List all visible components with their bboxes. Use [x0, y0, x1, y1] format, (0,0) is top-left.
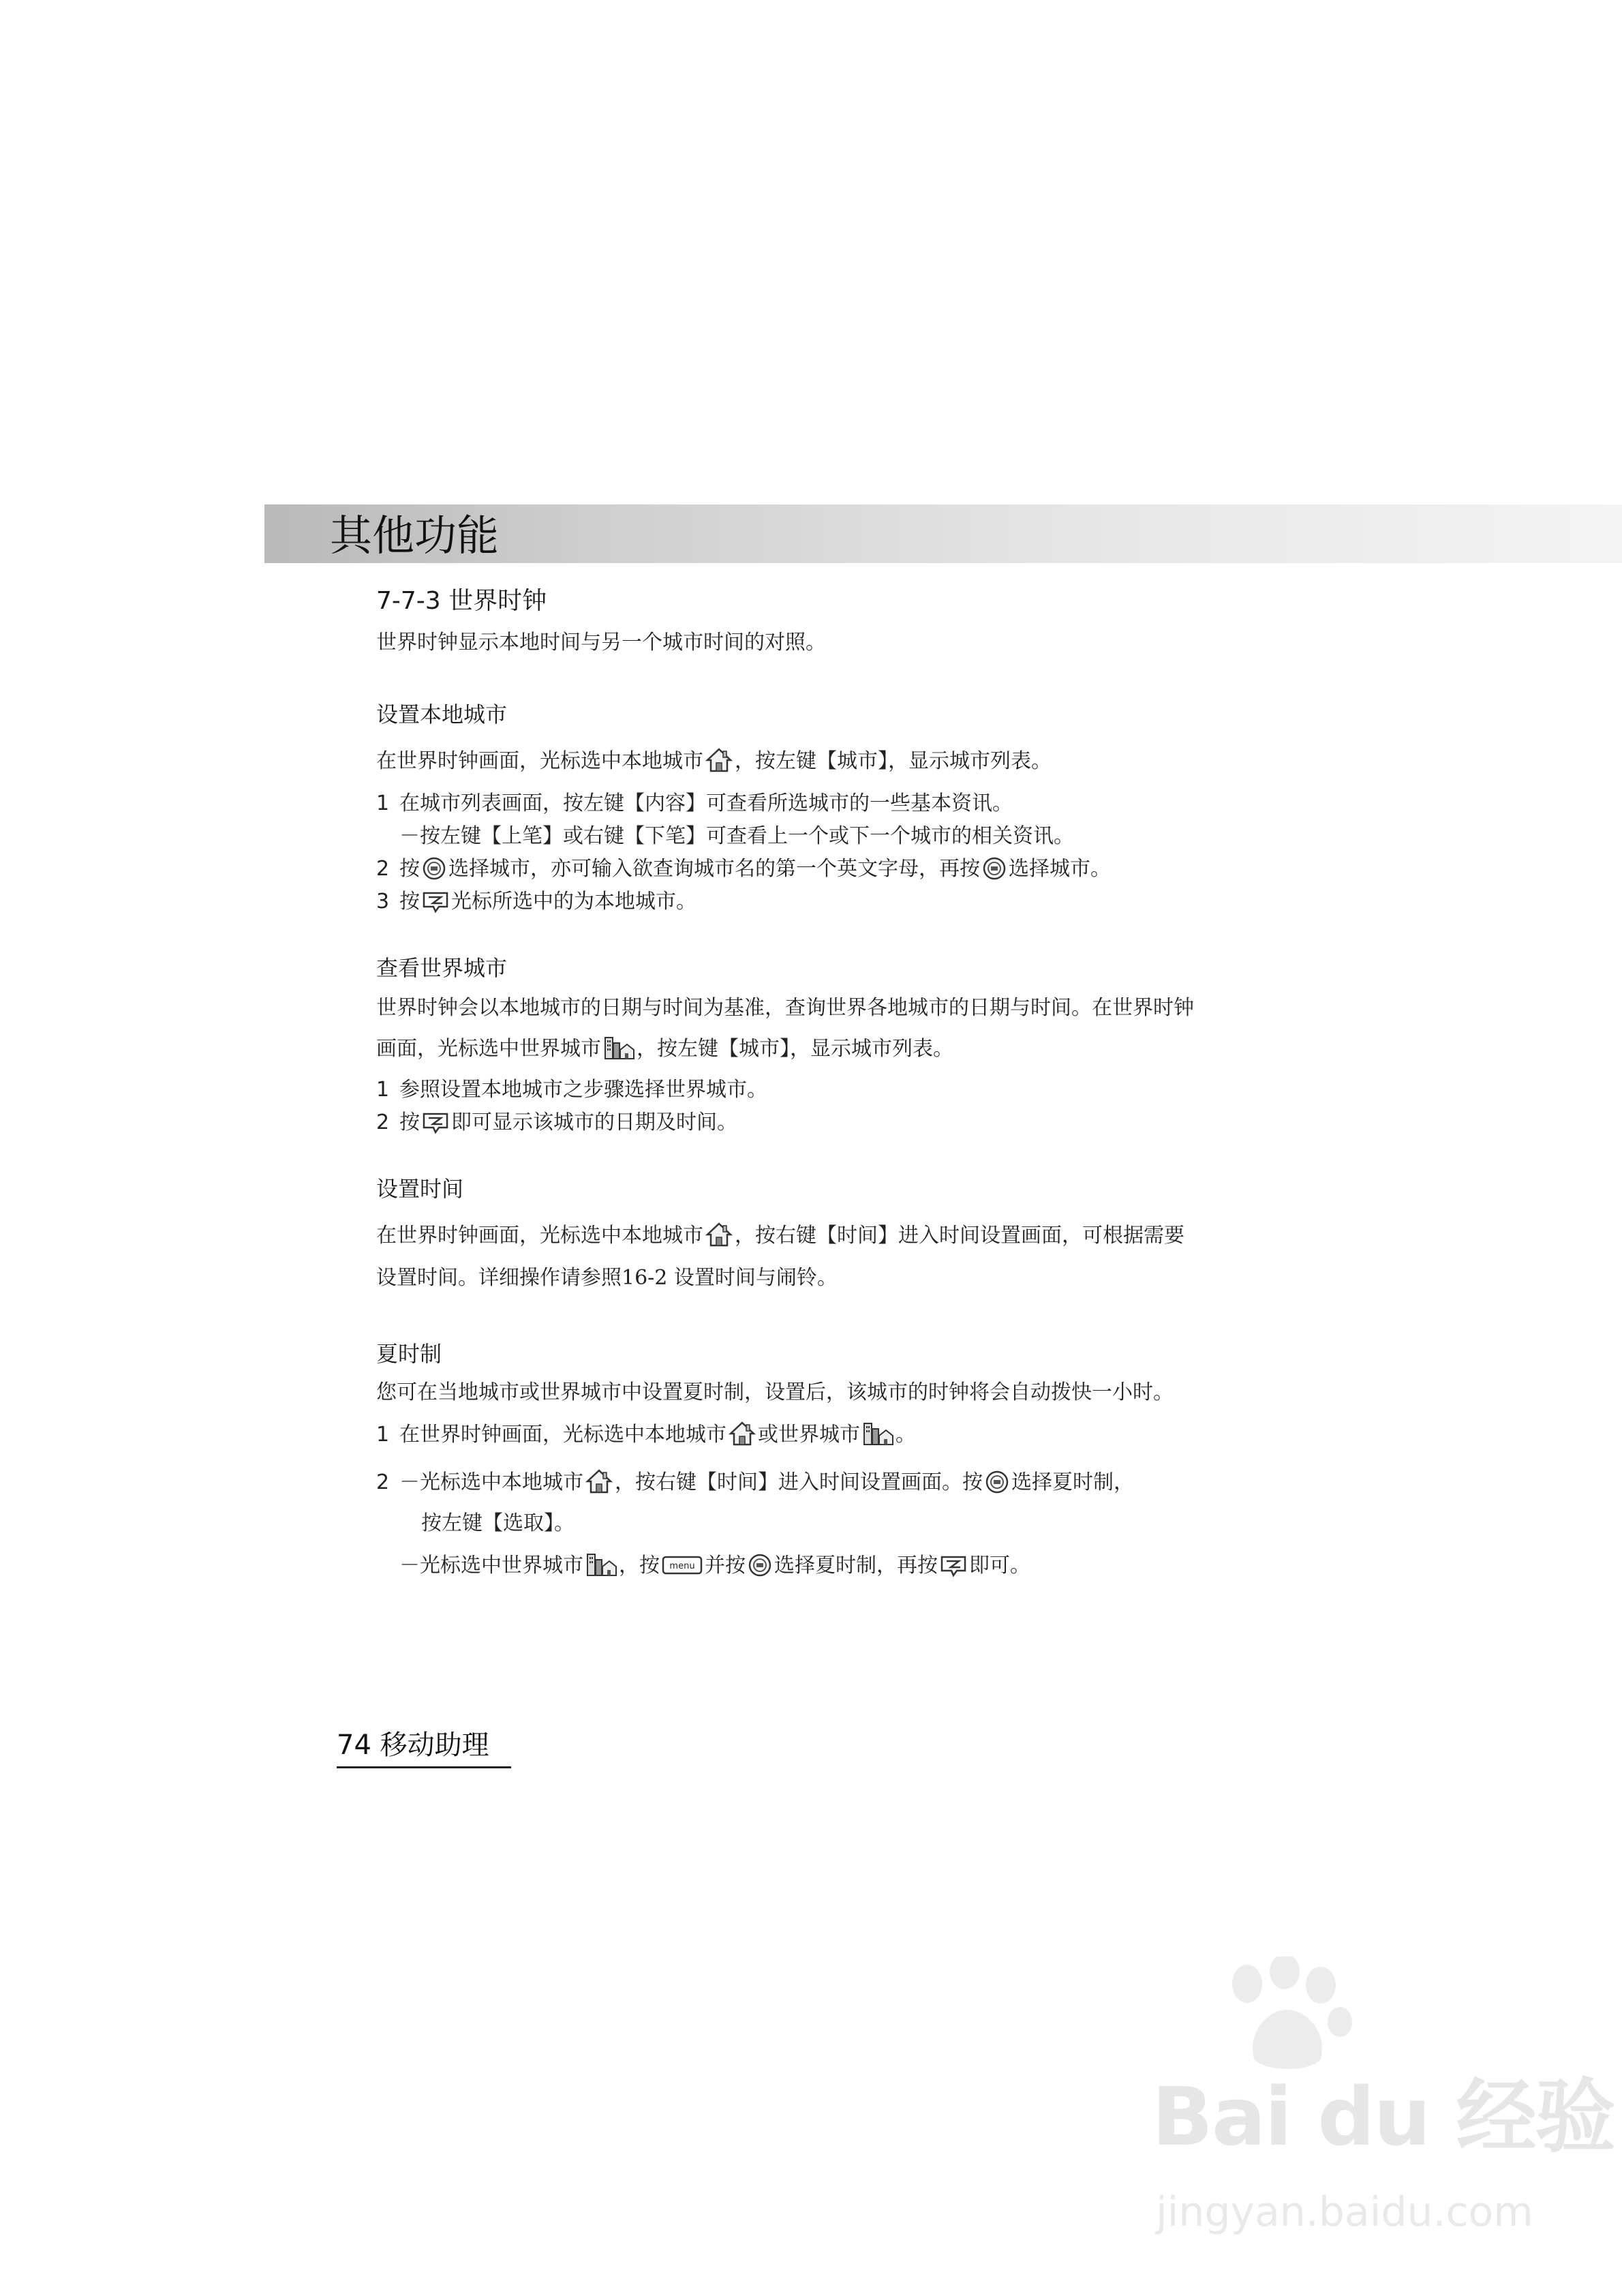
text-segment: －光标选中世界城市: [399, 1554, 583, 1577]
local-step-3: [376, 888, 697, 922]
local-city-paragraph: [376, 747, 1052, 781]
set-time-paragraph-2: 设置时间。详细操作请参照16-2 设置时间与闹铃。: [376, 1266, 838, 1290]
section-intro: 世界时钟显示本地时间与另一个城市时间的对照。: [376, 631, 826, 654]
watermark-url: jingyan.baidu.com: [1156, 2188, 1533, 2236]
home-city-icon: [729, 1421, 756, 1455]
ok-key-icon: [748, 1553, 772, 1586]
step-number: 1: [376, 791, 390, 815]
heading-dst: 夏时制: [376, 1341, 442, 1367]
dst-step-1: [376, 1421, 916, 1455]
home-city-icon: [705, 1222, 733, 1256]
step-text: 在城市列表画面，按左键【内容】可查看所选城市的一些基本资讯。: [399, 791, 1013, 815]
text-segment: ，按左键【城市】，显示城市列表。: [637, 1037, 953, 1061]
ok-key-icon: [422, 856, 446, 889]
footer-underline: [337, 1766, 511, 1768]
text-segment: 选择城市。: [1009, 857, 1111, 881]
dst-step-2-world: [399, 1552, 1030, 1586]
text-segment: 并按: [705, 1554, 746, 1577]
text-segment: ，按右键【时间】进入时间设置画面，可根据需要: [735, 1224, 1184, 1248]
world-city-icon: [862, 1421, 893, 1455]
confirm-key-icon: [422, 1111, 449, 1143]
home-city-icon: [705, 747, 733, 781]
step-number: 2: [376, 1111, 390, 1134]
set-time-paragraph-1: [376, 1222, 1184, 1256]
text-segment: 在世界时钟画面，光标选中本地城市: [399, 1423, 726, 1447]
text-segment: 画面，光标选中世界城市: [376, 1037, 601, 1061]
home-city-icon: [585, 1468, 613, 1502]
ok-key-icon: [985, 1470, 1009, 1502]
local-step-1: [376, 789, 1013, 818]
menu-key-icon: [662, 1554, 703, 1586]
confirm-key-icon: [422, 890, 449, 922]
dst-step-2-cont: 按左键【选取】。: [421, 1511, 575, 1535]
dst-step-2: [376, 1468, 1134, 1502]
heading-set-local-city: 设置本地城市: [376, 701, 508, 727]
text-segment: 。: [896, 1423, 916, 1447]
local-step-1-sub: －按左键【上笔】或右键【下笔】可查看上一个或下一个城市的相关资讯。: [399, 824, 1074, 848]
text-segment: ，按右键【时间】进入时间设置画面。按: [615, 1470, 983, 1494]
chapter-title: 其他功能: [330, 511, 500, 560]
menu-key-label: menu: [669, 1561, 695, 1571]
world-city-paragraph-1: 世界时钟会以本地城市的日期与时间为基准，查询世界各地城市的日期与时间。在世界时钟: [376, 996, 1194, 1020]
text-segment: 即可显示该城市的日期及时间。: [451, 1111, 737, 1134]
step-number: 2: [376, 1470, 390, 1494]
step-number: 1: [376, 1078, 390, 1102]
step-number: 2: [376, 857, 390, 881]
text-segment: 光标所选中的为本地城市。: [451, 890, 697, 913]
text-segment: 或世界城市: [758, 1423, 860, 1447]
step-number: 1: [376, 1423, 390, 1447]
world-city-icon: [585, 1552, 617, 1586]
heading-view-world-city: 查看世界城市: [376, 955, 508, 981]
text-segment: 选择城市，亦可输入欲查询城市名的第一个英文字母，再按: [448, 857, 980, 881]
text-segment: ，按左键【城市】，显示城市列表。: [735, 749, 1052, 773]
watermark-brand: Bai du 经验: [1152, 2070, 1615, 2164]
text-segment: 按: [399, 1111, 420, 1134]
text-segment: 即可。: [969, 1554, 1030, 1577]
text-segment: 选择夏时制，再按: [774, 1554, 938, 1577]
world-step-1: [376, 1076, 767, 1104]
page-footer-label: 74 移动助理: [337, 1729, 489, 1761]
world-step-2: [376, 1108, 737, 1143]
heading-set-time: 设置时间: [376, 1176, 464, 1202]
ok-key-icon: [982, 856, 1007, 889]
world-city-icon: [603, 1035, 634, 1069]
confirm-key-icon: [940, 1554, 967, 1586]
local-step-2: [376, 855, 1111, 889]
step-number: 3: [376, 890, 390, 913]
text-segment: 在世界时钟画面，光标选中本地城市: [376, 1224, 703, 1248]
text-segment: 按: [399, 857, 420, 881]
text-segment: 按: [399, 890, 420, 913]
text-segment: 在世界时钟画面，光标选中本地城市: [376, 749, 703, 773]
text-segment: ，按: [619, 1554, 660, 1577]
section-title: 7-7-3 世界时钟: [376, 587, 547, 615]
text-segment: 选择夏时制，: [1011, 1470, 1134, 1494]
text-segment: －光标选中本地城市: [399, 1470, 583, 1494]
world-city-paragraph-2: [376, 1035, 953, 1069]
dst-paragraph: 您可在当地城市或世界城市中设置夏时制，设置后，该城市的时钟将会自动拨快一小时。: [376, 1380, 1174, 1404]
step-text: 参照设置本地城市之步骤选择世界城市。: [399, 1078, 767, 1102]
baidu-paw-logo-icon: [1206, 1957, 1356, 2075]
